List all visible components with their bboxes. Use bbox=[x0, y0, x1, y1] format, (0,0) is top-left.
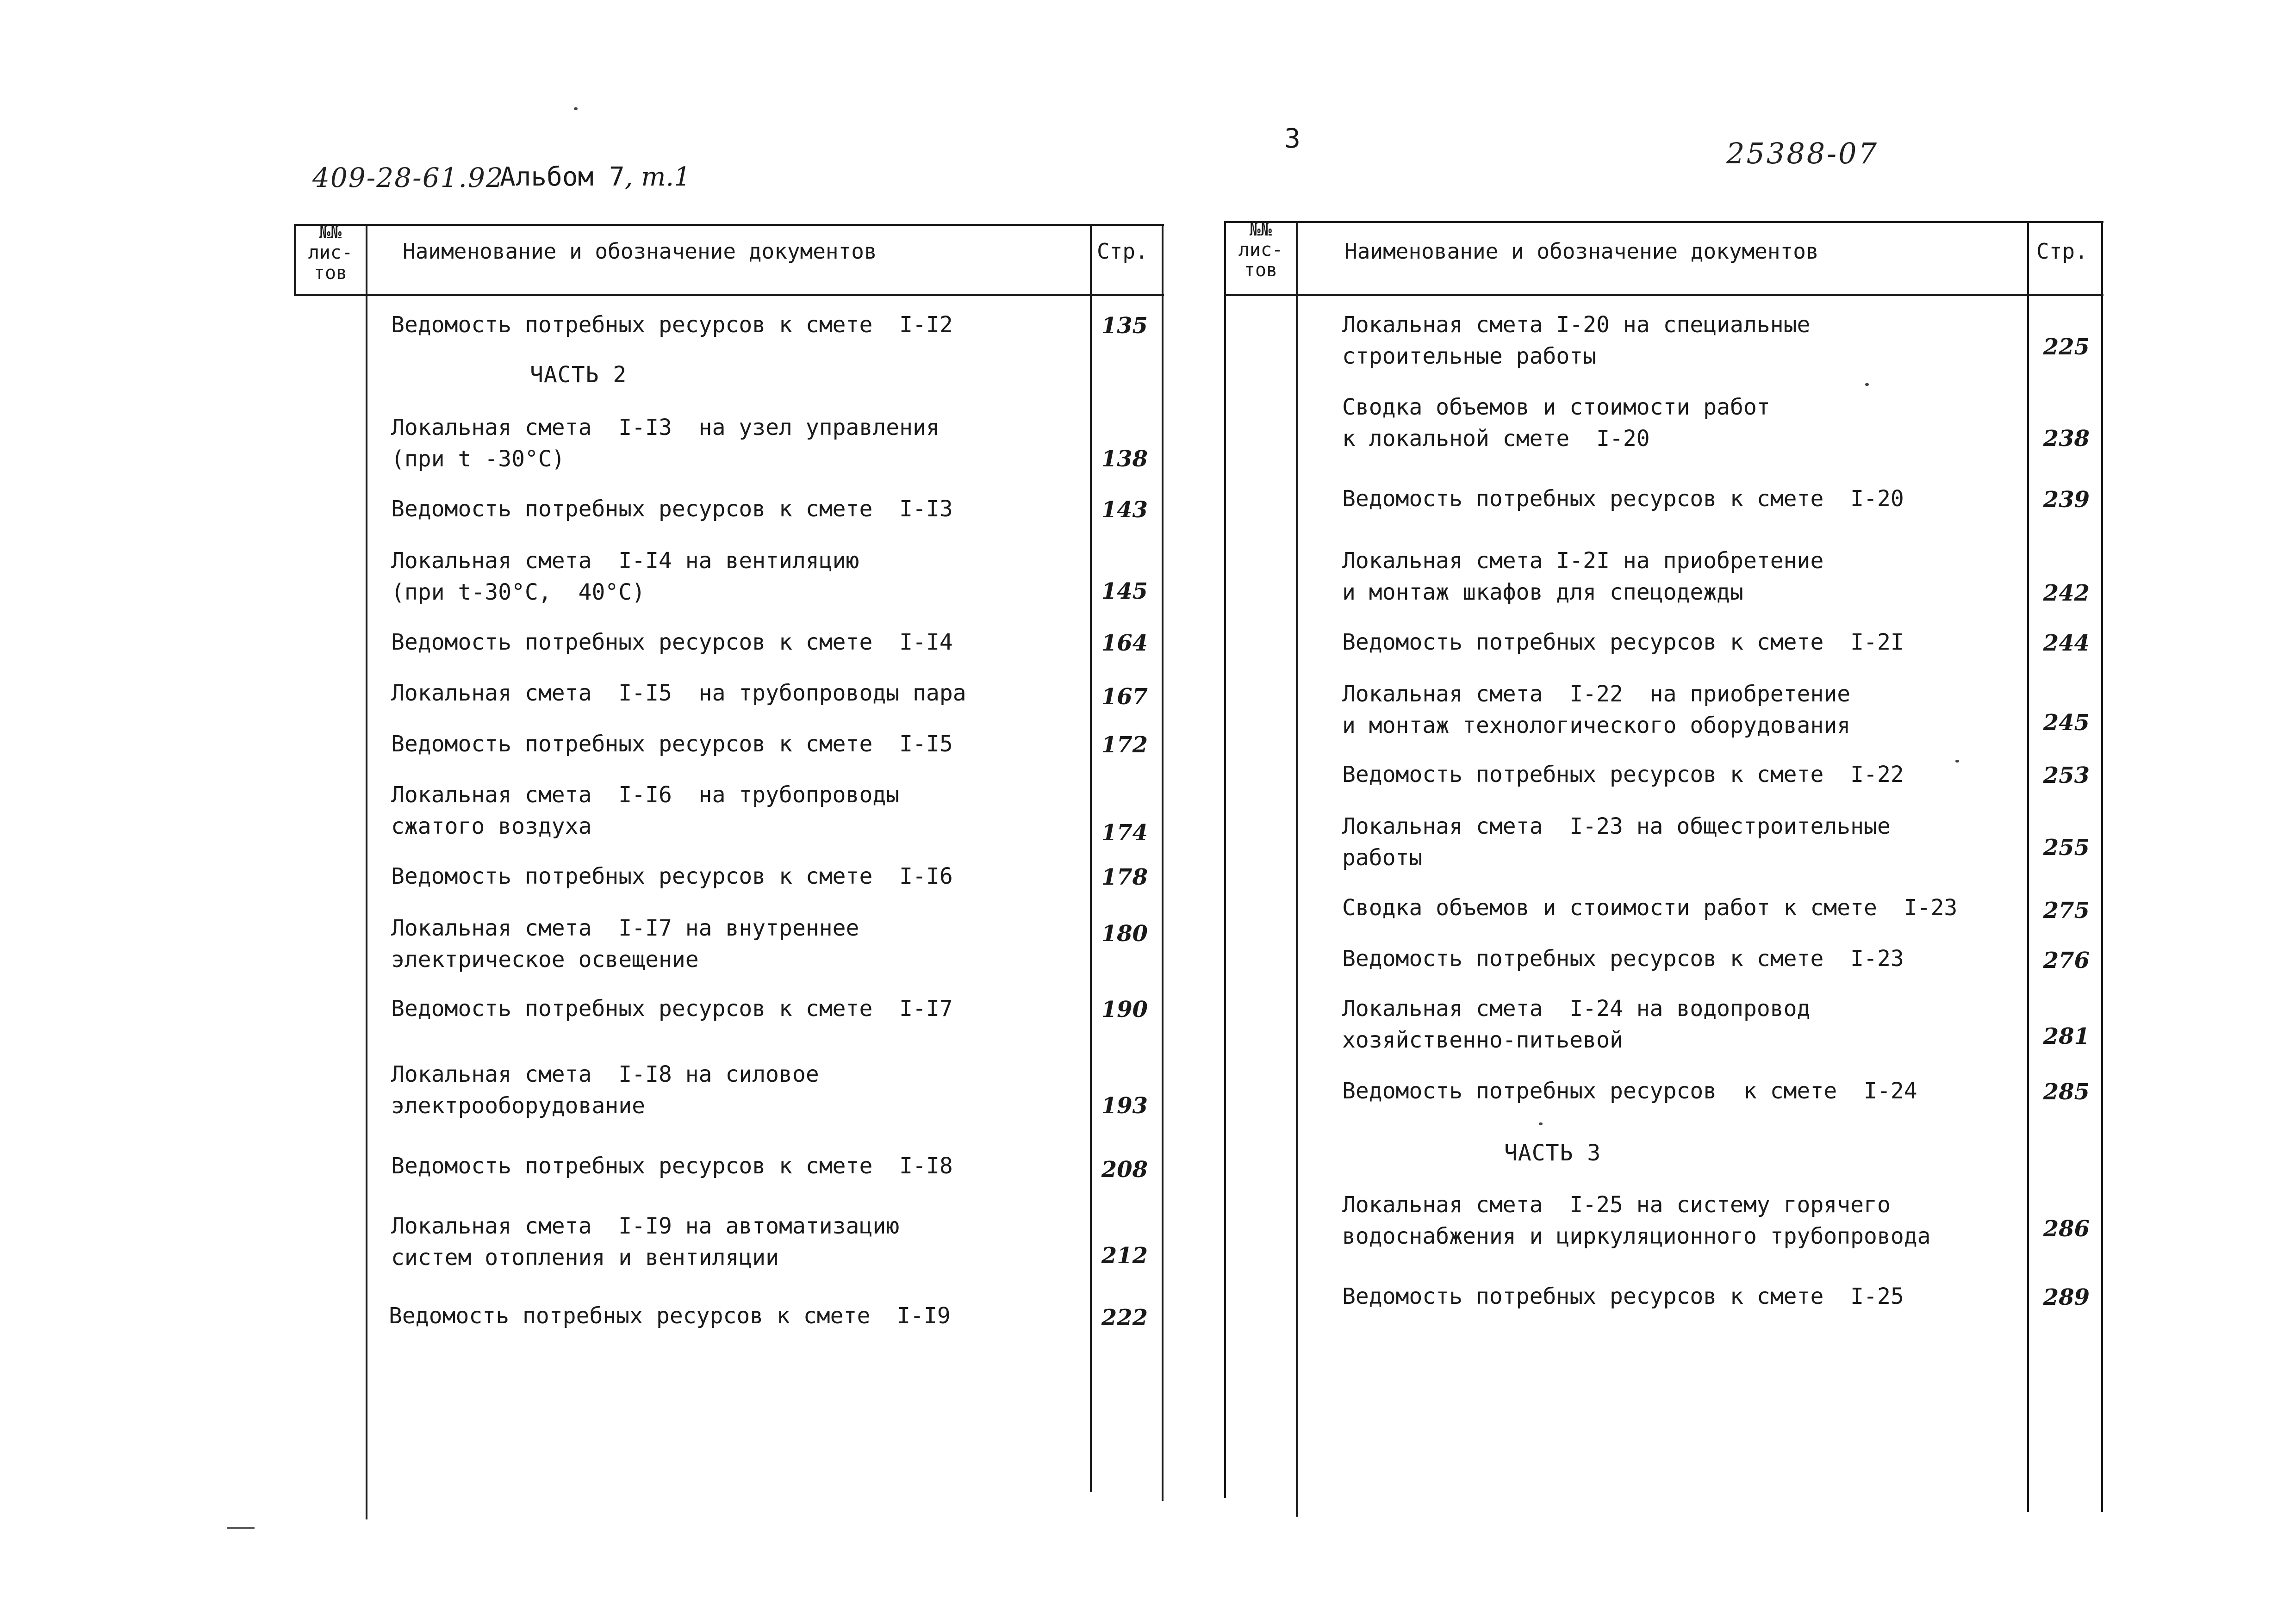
sheets-header-line-1: №№ bbox=[1249, 219, 1272, 240]
scan-speck bbox=[574, 107, 578, 110]
sheets-header-line-2: лис- bbox=[308, 242, 353, 263]
entry-line: Локальная смета I-25 на систему горячего bbox=[1342, 1192, 1891, 1218]
right-page-header: Стр. bbox=[2036, 239, 2088, 264]
left-table-right-border bbox=[1162, 224, 1164, 1501]
entry-line: (при t -30°C) bbox=[391, 446, 565, 472]
left-page-13: 208 bbox=[1101, 1157, 1148, 1183]
entry-line: Сводка объемов и стоимости работ bbox=[1342, 394, 1770, 420]
right-entry-6 bbox=[1342, 678, 1850, 741]
entry-line: систем отопления и вентиляции bbox=[391, 1245, 779, 1271]
entry-line: Ведомость потребных ресурсов к смете I-22 bbox=[1342, 762, 1904, 787]
entry-line: Локальная смета I-I6 на трубопроводы bbox=[391, 782, 900, 808]
left-table-header-border bbox=[294, 294, 1164, 296]
sheets-header-line-3: тов bbox=[313, 262, 348, 284]
right-entry-5 bbox=[1342, 626, 1904, 658]
left-page-11: 190 bbox=[1101, 997, 1148, 1023]
left-entry-14 bbox=[391, 1210, 899, 1273]
entry-line: Ведомость потребных ресурсов к смете I-I5 bbox=[391, 731, 953, 757]
entry-line: Локальная смета I-I3 на узел управления bbox=[391, 415, 940, 440]
entry-line: и монтаж шкафов для спецодежды bbox=[1342, 579, 1743, 605]
left-sheets-header bbox=[296, 222, 365, 283]
entry-line: Сводка объемов и стоимости работ к смете I-23 bbox=[1342, 895, 1958, 921]
entry-line: Локальная смета I-24 на водопровод bbox=[1342, 996, 1811, 1022]
right-sheets-header bbox=[1226, 219, 1295, 280]
left-entry-6 bbox=[391, 677, 966, 709]
album-label bbox=[500, 162, 691, 192]
left-page-1: 135 bbox=[1101, 313, 1148, 339]
left-entry-13 bbox=[391, 1150, 953, 1182]
left-entry-4 bbox=[391, 545, 859, 608]
right-page-3: 239 bbox=[2043, 487, 2090, 513]
entry-line: Ведомость потребных ресурсов к смете I-I2 bbox=[391, 312, 953, 338]
right-page-10: 276 bbox=[2043, 948, 2090, 973]
left-page-9: 178 bbox=[1101, 864, 1148, 890]
left-table-left-border bbox=[294, 224, 296, 296]
right-page-7: 253 bbox=[2043, 763, 2090, 788]
entry-line: к локальной смете I-20 bbox=[1342, 426, 1650, 452]
right-page-14: 289 bbox=[2043, 1284, 2090, 1310]
entry-line: Ведомость потребных ресурсов к смете I-25 bbox=[1342, 1283, 1904, 1309]
left-table-top-border bbox=[294, 224, 1164, 226]
page-number: 3 bbox=[1284, 123, 1300, 154]
scan-speck bbox=[1865, 383, 1869, 386]
left-page-12: 193 bbox=[1101, 1093, 1148, 1119]
entry-line: Локальная смета I-I7 на внутреннее bbox=[391, 915, 859, 941]
right-page-2: 238 bbox=[2043, 426, 2090, 452]
entry-line: сжатого воздуха bbox=[391, 813, 592, 839]
right-table-col-divider-1 bbox=[1296, 221, 1298, 1517]
sheets-header-line-1: №№ bbox=[319, 222, 342, 243]
left-table-col-divider-2 bbox=[1090, 224, 1092, 1492]
entry-line: Ведомость потребных ресурсов к смете I-24 bbox=[1342, 1078, 1917, 1104]
right-entry-14 bbox=[1342, 1281, 1904, 1312]
right-entry-11 bbox=[1342, 993, 1810, 1056]
entry-line: Локальная смета I-22 на приобретение bbox=[1342, 681, 1851, 707]
left-entry-9 bbox=[391, 861, 953, 892]
left-entry-11 bbox=[391, 993, 953, 1024]
document-code: 409-28-61.92 bbox=[312, 162, 504, 193]
right-table-left-border bbox=[1224, 221, 1226, 1498]
right-entry-1 bbox=[1342, 309, 1810, 372]
entry-line: Локальная смета I-20 на специальные bbox=[1342, 312, 1811, 338]
right-entry-2 bbox=[1342, 391, 1770, 454]
left-page-3: 143 bbox=[1101, 497, 1148, 523]
right-entry-13 bbox=[1342, 1189, 1931, 1252]
left-entry-7 bbox=[391, 728, 953, 760]
left-entry-15 bbox=[389, 1300, 951, 1332]
entry-line: Ведомость потребных ресурсов к смете I-I8 bbox=[391, 1153, 953, 1179]
scan-speck bbox=[1955, 760, 1959, 763]
album-label-text: Альбом 7 bbox=[500, 162, 625, 192]
registration-code: 25388-07 bbox=[1726, 136, 1879, 170]
right-page-1: 225 bbox=[2043, 334, 2090, 360]
entry-line: Локальная смета I-23 на общестроительные bbox=[1342, 813, 1891, 839]
entry-line: Локальная смета I-2I на приобретение bbox=[1342, 548, 1824, 574]
left-page-10: 180 bbox=[1101, 921, 1148, 947]
right-entry-9 bbox=[1342, 892, 1957, 924]
right-name-header: Наименование и обозначение документов bbox=[1344, 239, 1819, 264]
entry-line: электрическое освещение bbox=[391, 947, 699, 973]
left-page-15: 222 bbox=[1101, 1305, 1148, 1331]
entry-line: Локальная смета I-I4 на вентиляцию bbox=[391, 548, 859, 574]
entry-line: Ведомость потребных ресурсов к смете I-2I bbox=[1342, 629, 1904, 655]
sheets-header-line-2: лис- bbox=[1238, 239, 1283, 260]
entry-line: строительные работы bbox=[1342, 343, 1597, 369]
entry-line: Ведомость потребных ресурсов к смете I-I3 bbox=[391, 496, 953, 522]
right-page-4: 242 bbox=[2043, 580, 2090, 606]
right-page-5: 244 bbox=[2043, 630, 2090, 656]
right-entry-4 bbox=[1342, 545, 1823, 608]
entry-line: Ведомость потребных ресурсов к смете I-23 bbox=[1342, 946, 1904, 972]
right-table-right-border bbox=[2101, 221, 2103, 1512]
entry-line: Ведомость потребных ресурсов к смете I-I9 bbox=[389, 1303, 951, 1329]
right-entry-7 bbox=[1342, 759, 1904, 790]
left-entry-2 bbox=[391, 412, 940, 475]
right-page-11: 281 bbox=[2043, 1023, 2090, 1049]
entry-line: (при t-30°C, 40°C) bbox=[391, 579, 646, 605]
album-volume: , т.1 bbox=[624, 162, 691, 192]
entry-line: и монтаж технологического оборудования bbox=[1342, 713, 1851, 738]
entry-line: электрооборудование bbox=[391, 1093, 646, 1119]
left-part-heading: ЧАСТЬ 2 bbox=[530, 362, 627, 388]
right-page-12: 285 bbox=[2043, 1079, 2090, 1105]
right-table-col-divider-2 bbox=[2027, 221, 2029, 1512]
right-entry-3 bbox=[1342, 483, 1904, 515]
left-page-5: 164 bbox=[1101, 630, 1148, 656]
sheets-header-line-3: тов bbox=[1244, 260, 1278, 281]
entry-line: Локальная смета I-I8 на силовое bbox=[391, 1061, 819, 1087]
right-part-heading: ЧАСТЬ 3 bbox=[1504, 1140, 1601, 1166]
entry-line: Локальная смета I-I9 на автоматизацию bbox=[391, 1213, 900, 1239]
entry-line: работы bbox=[1342, 845, 1423, 871]
left-name-header: Наименование и обозначение документов bbox=[403, 239, 877, 264]
left-page-8: 174 bbox=[1101, 820, 1148, 846]
left-page-2: 138 bbox=[1101, 446, 1148, 472]
entry-line: водоснабжения и циркуляционного трубопровода bbox=[1342, 1223, 1931, 1249]
left-page-4: 145 bbox=[1101, 578, 1148, 604]
left-entry-10 bbox=[391, 912, 859, 975]
scan-speck bbox=[1539, 1122, 1543, 1125]
entry-line: Ведомость потребных ресурсов к смете I-I6 bbox=[391, 863, 953, 889]
entry-line: хозяйственно-питьевой bbox=[1342, 1027, 1623, 1053]
entry-line: Ведомость потребных ресурсов к смете I-I4 bbox=[391, 629, 953, 655]
right-entry-8 bbox=[1342, 811, 1891, 874]
left-entry-5 bbox=[391, 626, 953, 658]
entry-line: Ведомость потребных ресурсов к смете I-I7 bbox=[391, 996, 953, 1022]
left-entry-8 bbox=[391, 779, 899, 842]
left-entry-1 bbox=[391, 309, 953, 341]
right-entry-12 bbox=[1342, 1075, 1917, 1107]
left-entry-3 bbox=[391, 493, 953, 525]
right-entry-10 bbox=[1342, 943, 1904, 974]
right-table-header-border bbox=[1224, 294, 2103, 296]
left-page-7: 172 bbox=[1101, 732, 1148, 758]
left-page-6: 167 bbox=[1101, 684, 1148, 710]
margin-dash bbox=[227, 1527, 255, 1529]
left-page-header: Стр. bbox=[1097, 239, 1148, 264]
entry-line: Локальная смета I-I5 на трубопроводы пара bbox=[391, 680, 966, 706]
right-page-8: 255 bbox=[2043, 835, 2090, 861]
entry-line: Ведомость потребных ресурсов к смете I-20 bbox=[1342, 486, 1904, 512]
left-page-14: 212 bbox=[1101, 1243, 1148, 1269]
right-table-top-border bbox=[1224, 221, 2103, 223]
right-page-13: 286 bbox=[2043, 1216, 2090, 1242]
right-page-9: 275 bbox=[2043, 898, 2090, 924]
left-table-col-divider-1 bbox=[366, 224, 367, 1519]
left-entry-12 bbox=[391, 1059, 819, 1122]
right-page-6: 245 bbox=[2043, 710, 2090, 736]
